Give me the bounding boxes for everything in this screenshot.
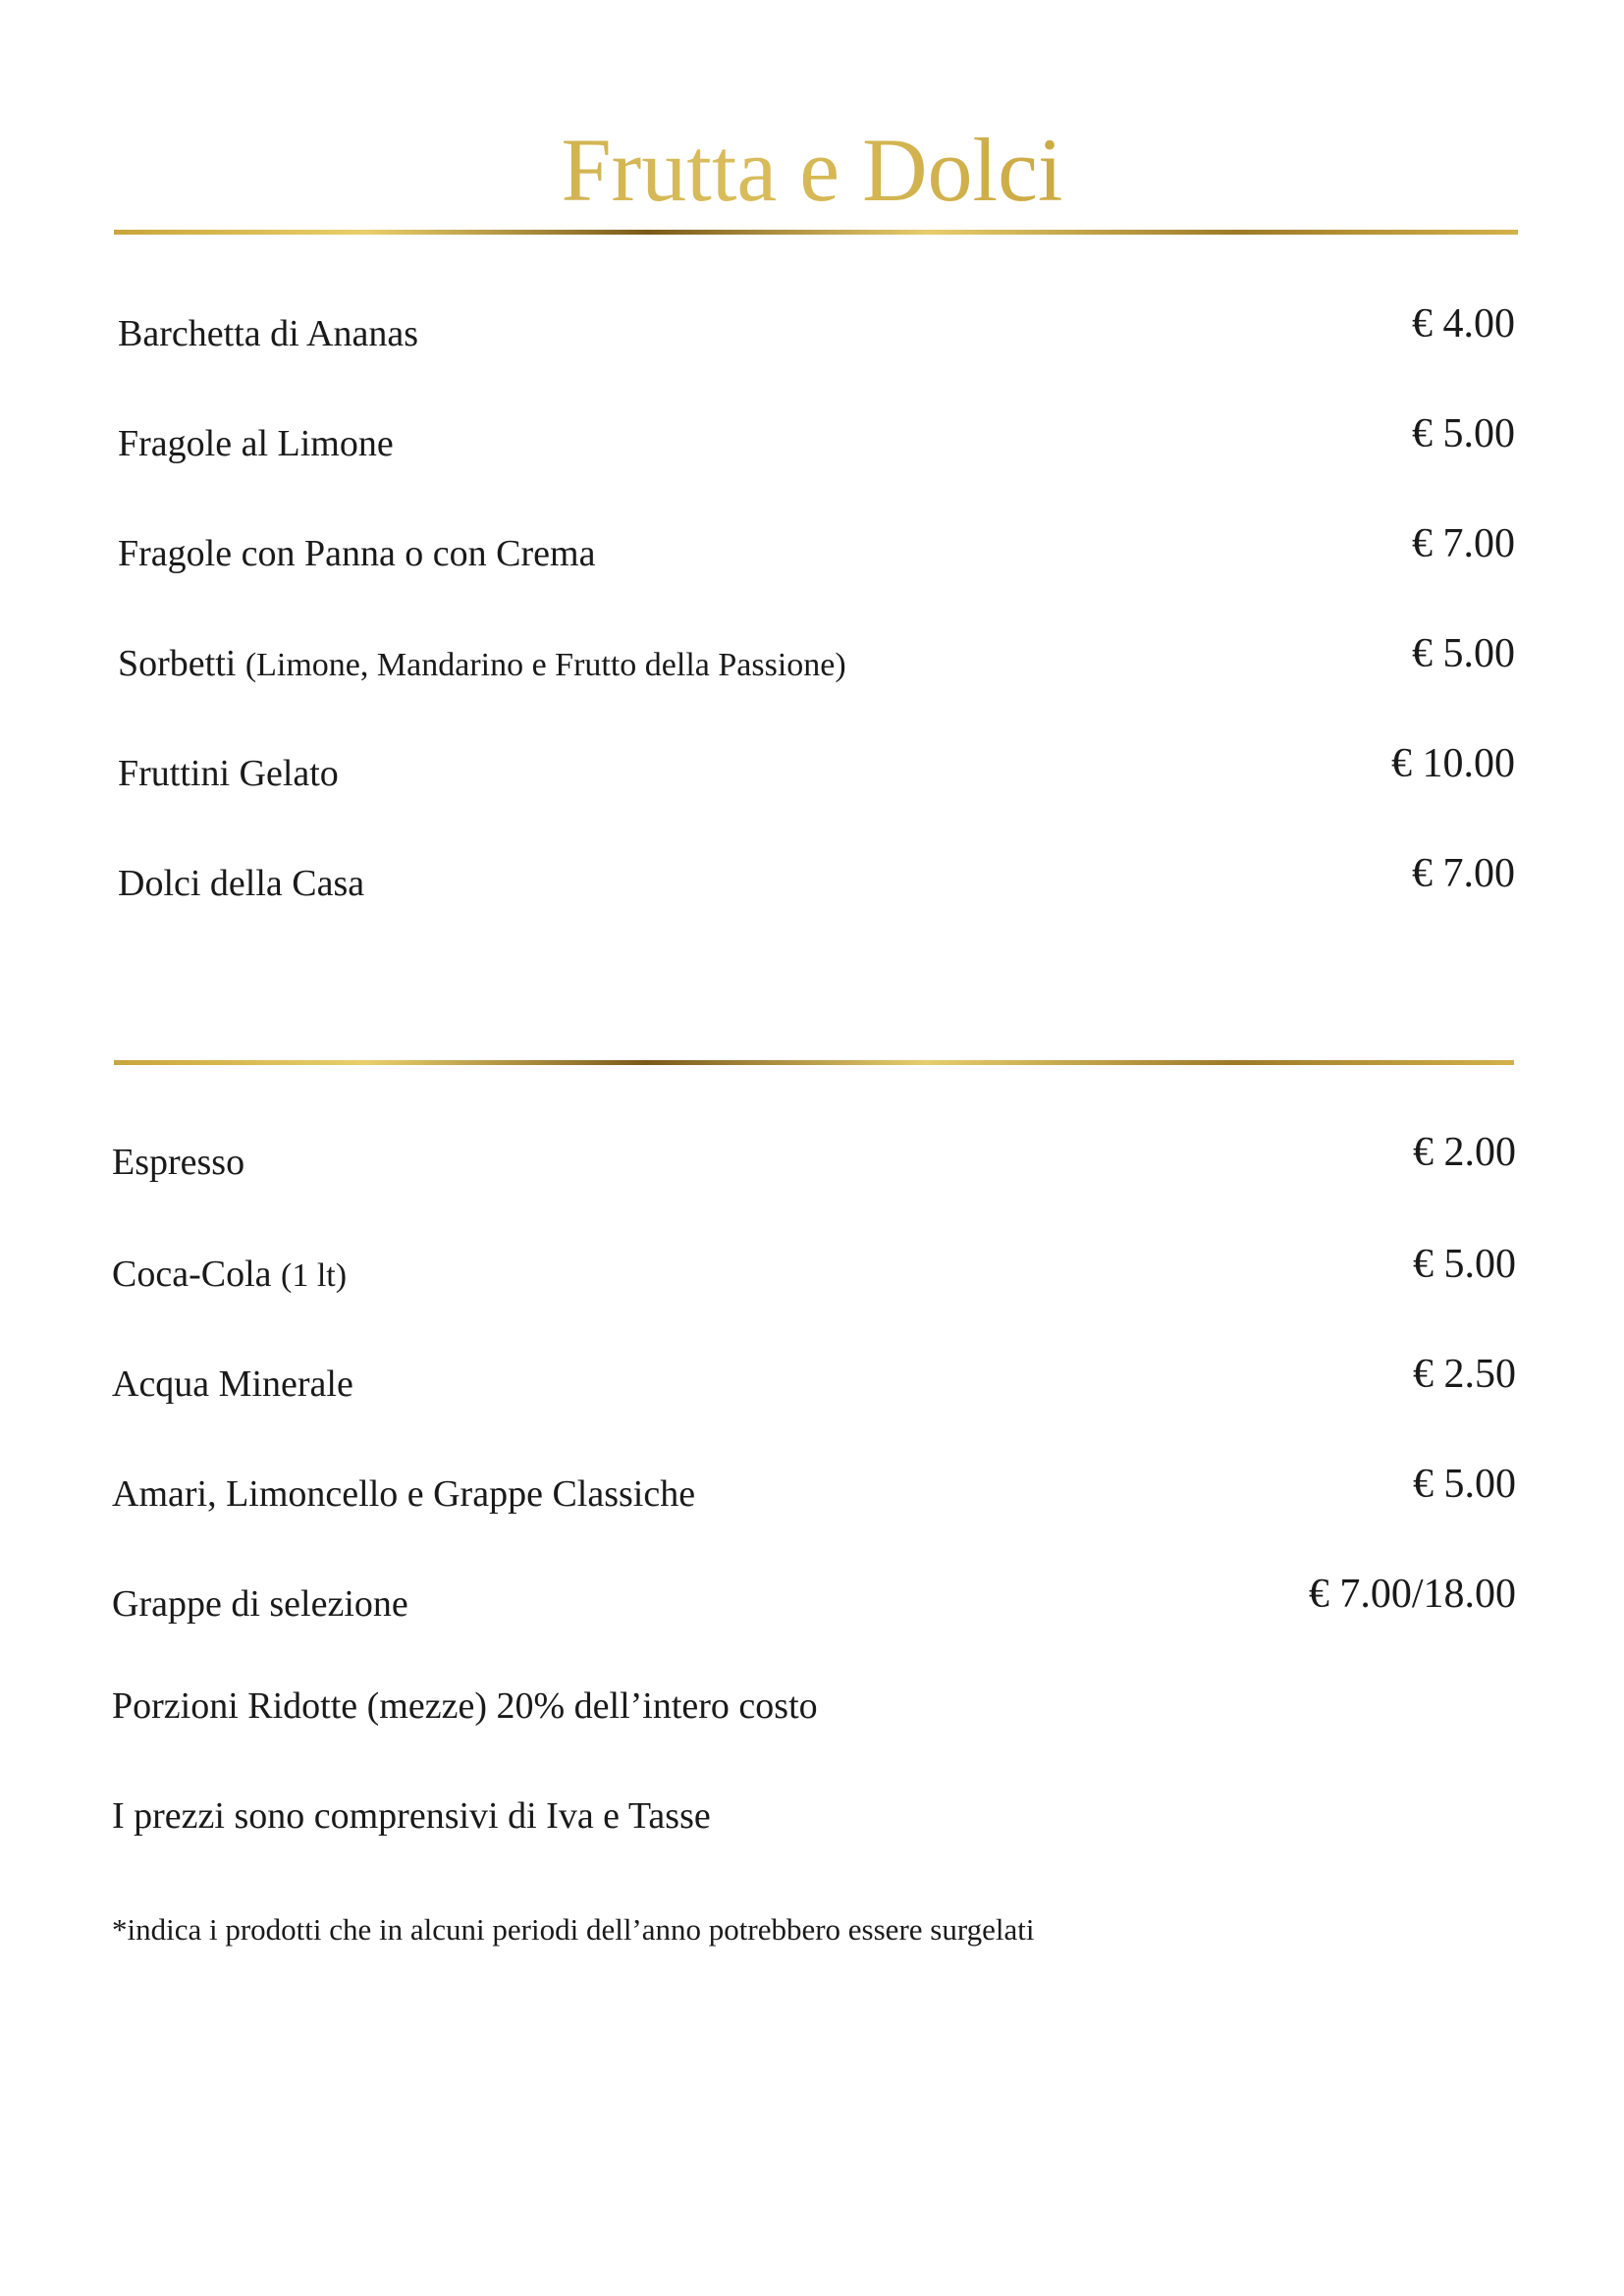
menu-item-price: € 2.00 [1413,1130,1516,1175]
menu-item-price: € 10.00 [1391,741,1515,786]
menu-item-name: Fragole con Panna o con Crema [118,533,596,574]
gold-divider-top [114,230,1518,235]
menu-item-row [118,846,1515,905]
menu-item-price: € 5.00 [1413,1242,1516,1287]
menu-item-name: Acqua Minerale [112,1363,353,1405]
menu-item-price: € 5.00 [1412,411,1515,456]
menu-item-price: € 5.00 [1413,1462,1516,1507]
menu-item-row [118,406,1515,465]
menu-item-name: Barchetta di Ananas [118,313,419,354]
menu-item-price: € 5.00 [1412,631,1515,676]
menu-item-name: Fruttini Gelato [118,753,339,794]
page-title: Frutta e Dolci [0,116,1624,224]
menu-item-name: Espresso [112,1142,245,1183]
menu-item-price: € 7.00/18.00 [1308,1572,1516,1617]
menu-item-price: € 7.00 [1412,521,1515,566]
menu-item-note: (Limone, Mandarino e Frutto della Passione) [244,647,846,683]
menu-item-name: Amari, Limoncello e Grappe Classiche [112,1473,696,1515]
menu-item-row [112,1125,1516,1184]
menu-item-price: € 4.00 [1412,301,1515,347]
menu-item-row [118,626,1515,685]
menu-item-row [118,736,1515,795]
menu-item-row [118,296,1515,355]
menu-item-name: Dolci della Casa [118,863,365,904]
menu-item-price: € 2.50 [1413,1352,1516,1397]
menu-item-name: Coca-Cola (1 lt) [112,1254,348,1295]
menu-item-row [118,516,1515,575]
taxes-note: I prezzi sono comprensivi di Iva e Tasse [112,1795,711,1837]
menu-item-name: Sorbetti (Limone, Mandarino e Frutto della Passione) [118,643,846,684]
frozen-products-footnote: *indica i prodotti che in alcuni periodi dell’anno potrebbero essere surgelati [112,1912,1035,1947]
menu-item-price: € 7.00 [1412,851,1515,896]
menu-item-name: Grappe di selezione [112,1583,408,1625]
menu-item-name: Fragole al Limone [118,423,394,464]
gold-divider-middle [114,1060,1514,1065]
menu-item-note: (1 lt) [281,1257,348,1294]
menu-item-row [112,1567,1516,1626]
menu-item-row [112,1237,1516,1296]
reduced-portions-note: Porzioni Ridotte (mezze) 20% dell’intero costo [112,1685,818,1727]
menu-item-row [112,1347,1516,1406]
menu-item-row [112,1457,1516,1516]
